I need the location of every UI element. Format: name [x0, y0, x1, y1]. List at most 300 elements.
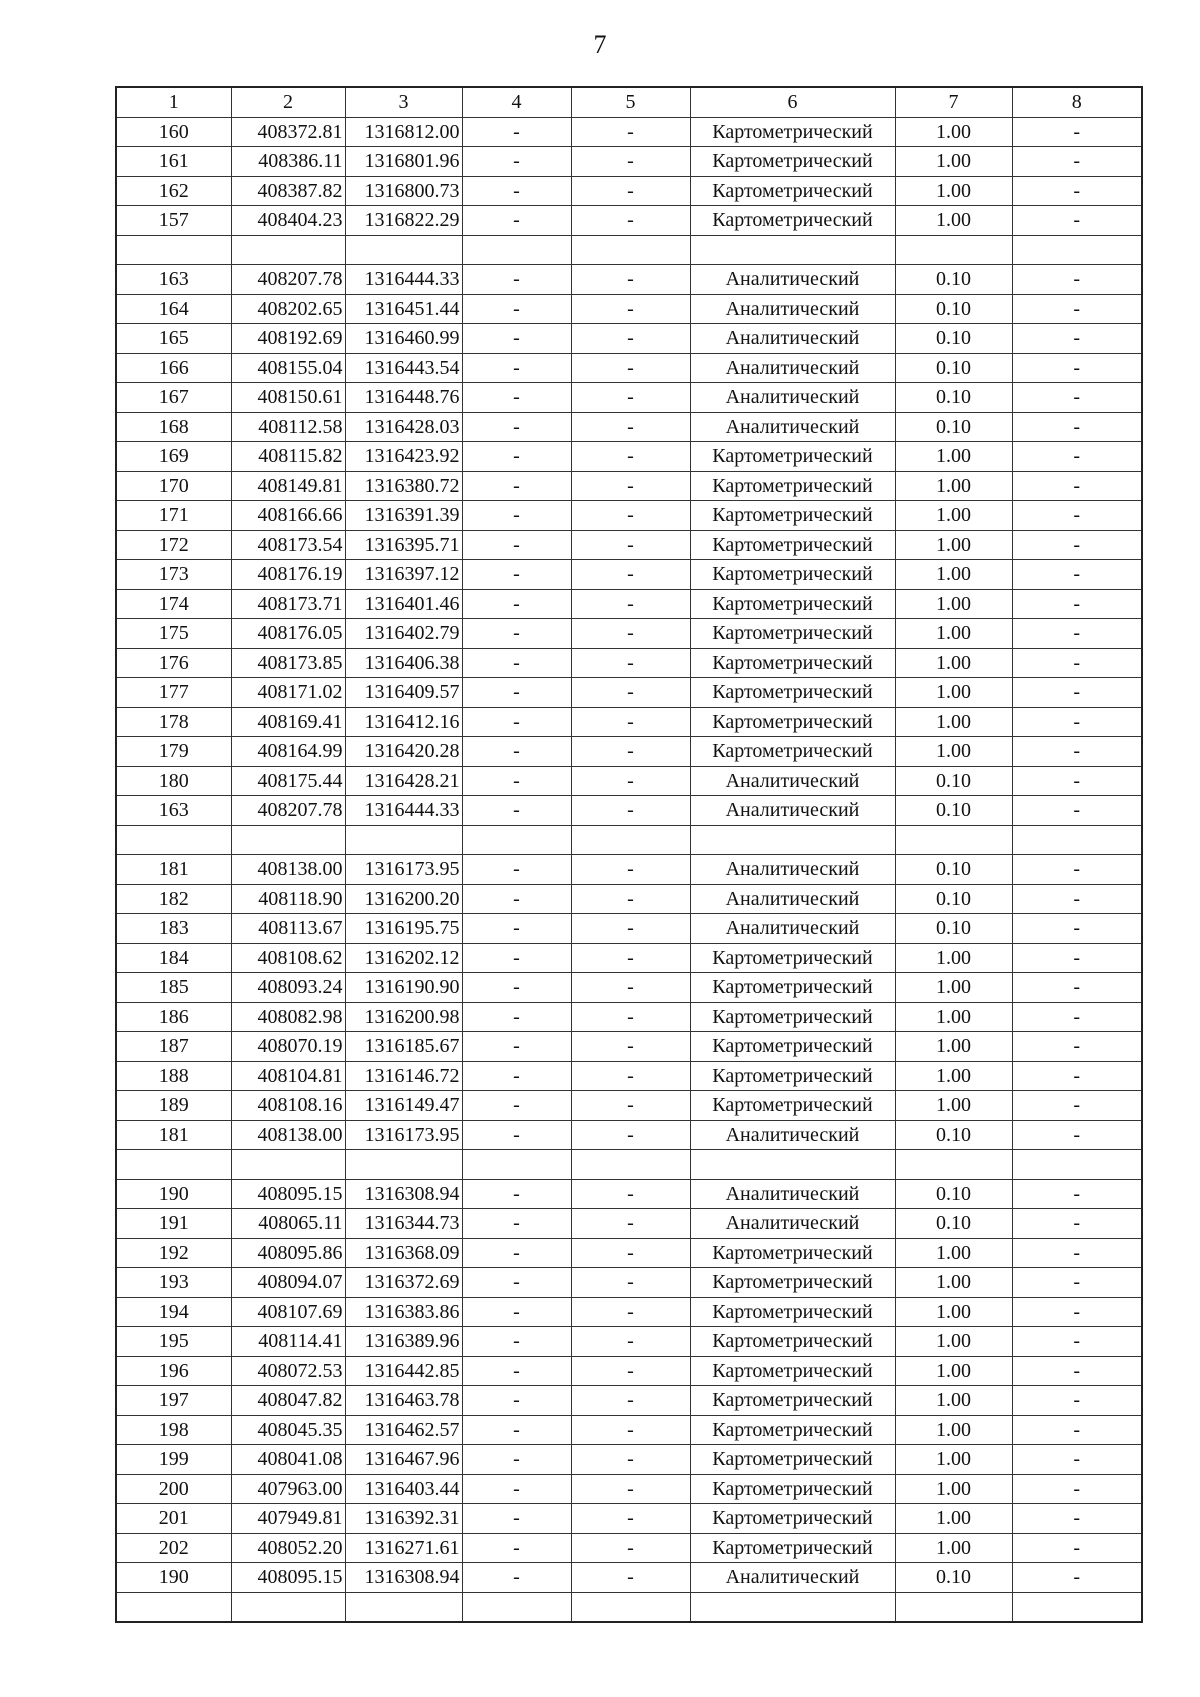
- point-number-cell: 171: [116, 501, 231, 531]
- y-coordinate-cell: 1316467.96: [345, 1445, 462, 1475]
- column-8-cell: -: [1012, 855, 1142, 885]
- table-row: [116, 1563, 1142, 1593]
- header-row: [116, 87, 1142, 117]
- method-cell: Аналитический: [690, 383, 895, 413]
- column-5-cell: -: [571, 1563, 690, 1593]
- column-5-cell: -: [571, 471, 690, 501]
- x-coordinate-cell: 408372.81: [231, 117, 345, 147]
- accuracy-cell: 1.00: [895, 737, 1012, 767]
- method-cell: Аналитический: [690, 1209, 895, 1239]
- point-number-cell: 190: [116, 1179, 231, 1209]
- x-coordinate-cell: [231, 1592, 345, 1622]
- column-4-cell: -: [462, 1327, 571, 1357]
- column-4-cell: -: [462, 1504, 571, 1534]
- column-8-cell: -: [1012, 1386, 1142, 1416]
- x-coordinate-cell: 408041.08: [231, 1445, 345, 1475]
- column-5-cell: -: [571, 560, 690, 590]
- column-5-cell: [571, 1592, 690, 1622]
- column-5-cell: -: [571, 1002, 690, 1032]
- column-5-cell: -: [571, 707, 690, 737]
- method-cell: [690, 235, 895, 265]
- column-8-cell: -: [1012, 1091, 1142, 1121]
- column-8-cell: -: [1012, 442, 1142, 472]
- method-cell: Картометрический: [690, 1091, 895, 1121]
- accuracy-cell: [895, 1592, 1012, 1622]
- y-coordinate-cell: 1316308.94: [345, 1179, 462, 1209]
- column-5-cell: -: [571, 884, 690, 914]
- method-cell: Аналитический: [690, 855, 895, 885]
- point-number-cell: 178: [116, 707, 231, 737]
- table-row: [116, 943, 1142, 973]
- column-4-cell: -: [462, 501, 571, 531]
- column-8-cell: -: [1012, 176, 1142, 206]
- y-coordinate-cell: 1316383.86: [345, 1297, 462, 1327]
- accuracy-cell: 1.00: [895, 648, 1012, 678]
- column-5-cell: -: [571, 1061, 690, 1091]
- y-coordinate-cell: 1316443.54: [345, 353, 462, 383]
- column-5-cell: -: [571, 1356, 690, 1386]
- point-number-cell: 201: [116, 1504, 231, 1534]
- y-coordinate-cell: 1316380.72: [345, 471, 462, 501]
- y-coordinate-cell: 1316812.00: [345, 117, 462, 147]
- table-row: [116, 884, 1142, 914]
- y-coordinate-cell: 1316368.09: [345, 1238, 462, 1268]
- column-5-cell: -: [571, 1533, 690, 1563]
- table-row: [116, 1356, 1142, 1386]
- column-4-cell: -: [462, 796, 571, 826]
- table-body: [116, 117, 1142, 1622]
- table-row: [116, 442, 1142, 472]
- accuracy-cell: 1.00: [895, 501, 1012, 531]
- x-coordinate-cell: 408192.69: [231, 324, 345, 354]
- y-coordinate-cell: 1316451.44: [345, 294, 462, 324]
- x-coordinate-cell: 408150.61: [231, 383, 345, 413]
- table-row: [116, 1386, 1142, 1416]
- column-8-cell: -: [1012, 1297, 1142, 1327]
- column-8-cell: -: [1012, 353, 1142, 383]
- table-row: [116, 796, 1142, 826]
- column-4-cell: -: [462, 265, 571, 295]
- y-coordinate-cell: 1316444.33: [345, 265, 462, 295]
- column-8-cell: -: [1012, 1268, 1142, 1298]
- table-row: [116, 1002, 1142, 1032]
- point-number-cell: 189: [116, 1091, 231, 1121]
- accuracy-cell: 1.00: [895, 1474, 1012, 1504]
- column-5-cell: -: [571, 589, 690, 619]
- column-8-cell: -: [1012, 619, 1142, 649]
- y-coordinate-cell: 1316401.46: [345, 589, 462, 619]
- x-coordinate-cell: 408108.16: [231, 1091, 345, 1121]
- column-header: 1: [116, 87, 231, 117]
- point-number-cell: 190: [116, 1563, 231, 1593]
- point-number-cell: 163: [116, 265, 231, 295]
- accuracy-cell: [895, 235, 1012, 265]
- column-4-cell: [462, 1150, 571, 1180]
- method-cell: Картометрический: [690, 1002, 895, 1032]
- method-cell: Картометрический: [690, 530, 895, 560]
- column-header: 5: [571, 87, 690, 117]
- point-number-cell: 197: [116, 1386, 231, 1416]
- column-5-cell: -: [571, 1386, 690, 1416]
- column-5-cell: -: [571, 1268, 690, 1298]
- method-cell: Картометрический: [690, 589, 895, 619]
- table-row: [116, 324, 1142, 354]
- accuracy-cell: 1.00: [895, 1327, 1012, 1357]
- y-coordinate-cell: [345, 235, 462, 265]
- table-row: [116, 206, 1142, 236]
- y-coordinate-cell: [345, 1150, 462, 1180]
- method-cell: Картометрический: [690, 1268, 895, 1298]
- table-row: [116, 1209, 1142, 1239]
- x-coordinate-cell: 408052.20: [231, 1533, 345, 1563]
- x-coordinate-cell: 408404.23: [231, 206, 345, 236]
- x-coordinate-cell: [231, 825, 345, 855]
- method-cell: Картометрический: [690, 471, 895, 501]
- column-4-cell: -: [462, 560, 571, 590]
- column-8-cell: -: [1012, 117, 1142, 147]
- accuracy-cell: 1.00: [895, 1061, 1012, 1091]
- y-coordinate-cell: 1316200.98: [345, 1002, 462, 1032]
- accuracy-cell: 0.10: [895, 766, 1012, 796]
- y-coordinate-cell: 1316195.75: [345, 914, 462, 944]
- accuracy-cell: 0.10: [895, 1563, 1012, 1593]
- accuracy-cell: 1.00: [895, 707, 1012, 737]
- x-coordinate-cell: 408104.81: [231, 1061, 345, 1091]
- column-4-cell: -: [462, 294, 571, 324]
- table-row: [116, 1415, 1142, 1445]
- column-8-cell: -: [1012, 1415, 1142, 1445]
- x-coordinate-cell: 408207.78: [231, 265, 345, 295]
- point-number-cell: 199: [116, 1445, 231, 1475]
- x-coordinate-cell: 408173.85: [231, 648, 345, 678]
- point-number-cell: [116, 1592, 231, 1622]
- y-coordinate-cell: 1316395.71: [345, 530, 462, 560]
- table-row: [116, 353, 1142, 383]
- coordinates-table: [115, 86, 1143, 1623]
- table-row: [116, 1150, 1142, 1180]
- y-coordinate-cell: 1316190.90: [345, 973, 462, 1003]
- y-coordinate-cell: 1316391.39: [345, 501, 462, 531]
- method-cell: Картометрический: [690, 1032, 895, 1062]
- column-header: 4: [462, 87, 571, 117]
- column-5-cell: -: [571, 914, 690, 944]
- table-row: [116, 1504, 1142, 1534]
- column-8-cell: -: [1012, 147, 1142, 177]
- accuracy-cell: 1.00: [895, 1032, 1012, 1062]
- y-coordinate-cell: 1316409.57: [345, 678, 462, 708]
- column-5-cell: -: [571, 1179, 690, 1209]
- column-5-cell: -: [571, 766, 690, 796]
- point-number-cell: [116, 1150, 231, 1180]
- column-8-cell: -: [1012, 1061, 1142, 1091]
- column-4-cell: -: [462, 1179, 571, 1209]
- column-8-cell: -: [1012, 884, 1142, 914]
- column-4-cell: -: [462, 707, 571, 737]
- method-cell: Аналитический: [690, 412, 895, 442]
- y-coordinate-cell: 1316420.28: [345, 737, 462, 767]
- accuracy-cell: 0.10: [895, 884, 1012, 914]
- point-number-cell: 167: [116, 383, 231, 413]
- y-coordinate-cell: 1316389.96: [345, 1327, 462, 1357]
- accuracy-cell: [895, 1150, 1012, 1180]
- y-coordinate-cell: 1316462.57: [345, 1415, 462, 1445]
- x-coordinate-cell: 408082.98: [231, 1002, 345, 1032]
- column-5-cell: -: [571, 206, 690, 236]
- method-cell: Аналитический: [690, 265, 895, 295]
- point-number-cell: 198: [116, 1415, 231, 1445]
- method-cell: Картометрический: [690, 648, 895, 678]
- point-number-cell: 183: [116, 914, 231, 944]
- column-5-cell: [571, 235, 690, 265]
- point-number-cell: 181: [116, 855, 231, 885]
- method-cell: Картометрический: [690, 1415, 895, 1445]
- point-number-cell: 157: [116, 206, 231, 236]
- y-coordinate-cell: 1316442.85: [345, 1356, 462, 1386]
- x-coordinate-cell: [231, 235, 345, 265]
- method-cell: Картометрический: [690, 117, 895, 147]
- y-coordinate-cell: 1316406.38: [345, 648, 462, 678]
- column-8-cell: -: [1012, 766, 1142, 796]
- accuracy-cell: 1.00: [895, 206, 1012, 236]
- point-number-cell: 160: [116, 117, 231, 147]
- y-coordinate-cell: 1316460.99: [345, 324, 462, 354]
- column-8-cell: -: [1012, 501, 1142, 531]
- table-row: [116, 176, 1142, 206]
- y-coordinate-cell: [345, 825, 462, 855]
- y-coordinate-cell: 1316423.92: [345, 442, 462, 472]
- column-8-cell: -: [1012, 1179, 1142, 1209]
- table-header: [116, 87, 1142, 117]
- table-row: [116, 117, 1142, 147]
- method-cell: Картометрический: [690, 1533, 895, 1563]
- x-coordinate-cell: 408173.71: [231, 589, 345, 619]
- column-8-cell: -: [1012, 1356, 1142, 1386]
- column-8-cell: -: [1012, 412, 1142, 442]
- column-4-cell: -: [462, 412, 571, 442]
- column-4-cell: -: [462, 766, 571, 796]
- column-4-cell: -: [462, 353, 571, 383]
- point-number-cell: 187: [116, 1032, 231, 1062]
- column-5-cell: -: [571, 1238, 690, 1268]
- y-coordinate-cell: 1316428.03: [345, 412, 462, 442]
- accuracy-cell: 1.00: [895, 1533, 1012, 1563]
- column-8-cell: -: [1012, 1209, 1142, 1239]
- table-row: [116, 1268, 1142, 1298]
- method-cell: Картометрический: [690, 973, 895, 1003]
- column-8-cell: -: [1012, 707, 1142, 737]
- table-row: [116, 1592, 1142, 1622]
- accuracy-cell: 1.00: [895, 1386, 1012, 1416]
- column-8-cell: -: [1012, 324, 1142, 354]
- table-row: [116, 1297, 1142, 1327]
- column-8-cell: -: [1012, 1120, 1142, 1150]
- table-row: [116, 383, 1142, 413]
- x-coordinate-cell: 408095.86: [231, 1238, 345, 1268]
- column-4-cell: -: [462, 1032, 571, 1062]
- column-8-cell: -: [1012, 737, 1142, 767]
- column-8-cell: [1012, 1592, 1142, 1622]
- y-coordinate-cell: 1316800.73: [345, 176, 462, 206]
- column-5-cell: -: [571, 796, 690, 826]
- table-row: [116, 914, 1142, 944]
- point-number-cell: 182: [116, 884, 231, 914]
- method-cell: Картометрический: [690, 1061, 895, 1091]
- table-row: [116, 737, 1142, 767]
- y-coordinate-cell: 1316428.21: [345, 766, 462, 796]
- x-coordinate-cell: 408207.78: [231, 796, 345, 826]
- x-coordinate-cell: 408164.99: [231, 737, 345, 767]
- x-coordinate-cell: 408175.44: [231, 766, 345, 796]
- method-cell: Картометрический: [690, 442, 895, 472]
- table-row: [116, 678, 1142, 708]
- column-4-cell: -: [462, 1533, 571, 1563]
- x-coordinate-cell: 408171.02: [231, 678, 345, 708]
- method-cell: Картометрический: [690, 1445, 895, 1475]
- table-row: [116, 294, 1142, 324]
- x-coordinate-cell: 408387.82: [231, 176, 345, 206]
- x-coordinate-cell: 408108.62: [231, 943, 345, 973]
- method-cell: Картометрический: [690, 1327, 895, 1357]
- accuracy-cell: 1.00: [895, 530, 1012, 560]
- point-number-cell: 191: [116, 1209, 231, 1239]
- y-coordinate-cell: 1316397.12: [345, 560, 462, 590]
- point-number-cell: 175: [116, 619, 231, 649]
- point-number-cell: 173: [116, 560, 231, 590]
- column-5-cell: -: [571, 265, 690, 295]
- column-4-cell: -: [462, 1445, 571, 1475]
- method-cell: [690, 1150, 895, 1180]
- accuracy-cell: 1.00: [895, 1297, 1012, 1327]
- column-4-cell: -: [462, 1474, 571, 1504]
- x-coordinate-cell: 408118.90: [231, 884, 345, 914]
- accuracy-cell: 0.10: [895, 1120, 1012, 1150]
- column-8-cell: -: [1012, 1238, 1142, 1268]
- method-cell: Аналитический: [690, 884, 895, 914]
- method-cell: [690, 1592, 895, 1622]
- column-4-cell: -: [462, 914, 571, 944]
- table-row: [116, 1238, 1142, 1268]
- column-5-cell: -: [571, 1120, 690, 1150]
- column-5-cell: -: [571, 973, 690, 1003]
- x-coordinate-cell: 408202.65: [231, 294, 345, 324]
- column-5-cell: -: [571, 1032, 690, 1062]
- column-8-cell: -: [1012, 1327, 1142, 1357]
- method-cell: Картометрический: [690, 147, 895, 177]
- column-8-cell: -: [1012, 294, 1142, 324]
- column-4-cell: [462, 825, 571, 855]
- y-coordinate-cell: 1316149.47: [345, 1091, 462, 1121]
- column-4-cell: -: [462, 324, 571, 354]
- table-row: [116, 766, 1142, 796]
- x-coordinate-cell: 408155.04: [231, 353, 345, 383]
- method-cell: Аналитический: [690, 1563, 895, 1593]
- column-8-cell: -: [1012, 678, 1142, 708]
- table-row: [116, 471, 1142, 501]
- method-cell: Аналитический: [690, 324, 895, 354]
- accuracy-cell: 1.00: [895, 1504, 1012, 1534]
- column-5-cell: [571, 1150, 690, 1180]
- point-number-cell: 165: [116, 324, 231, 354]
- method-cell: Картометрический: [690, 501, 895, 531]
- method-cell: Картометрический: [690, 943, 895, 973]
- table-row: [116, 530, 1142, 560]
- column-8-cell: -: [1012, 796, 1142, 826]
- accuracy-cell: 1.00: [895, 1415, 1012, 1445]
- accuracy-cell: 0.10: [895, 353, 1012, 383]
- accuracy-cell: 1.00: [895, 619, 1012, 649]
- point-number-cell: 166: [116, 353, 231, 383]
- accuracy-cell: 0.10: [895, 855, 1012, 885]
- accuracy-cell: [895, 825, 1012, 855]
- table-row: [116, 648, 1142, 678]
- column-8-cell: -: [1012, 471, 1142, 501]
- y-coordinate-cell: 1316344.73: [345, 1209, 462, 1239]
- column-8-cell: -: [1012, 1533, 1142, 1563]
- table-row: [116, 1445, 1142, 1475]
- column-header: 2: [231, 87, 345, 117]
- x-coordinate-cell: 408112.58: [231, 412, 345, 442]
- point-number-cell: [116, 235, 231, 265]
- column-8-cell: -: [1012, 914, 1142, 944]
- table-row: [116, 1474, 1142, 1504]
- y-coordinate-cell: 1316412.16: [345, 707, 462, 737]
- point-number-cell: [116, 825, 231, 855]
- column-4-cell: -: [462, 1002, 571, 1032]
- x-coordinate-cell: 408072.53: [231, 1356, 345, 1386]
- x-coordinate-cell: 408093.24: [231, 973, 345, 1003]
- point-number-cell: 179: [116, 737, 231, 767]
- column-5-cell: -: [571, 1415, 690, 1445]
- column-4-cell: -: [462, 943, 571, 973]
- column-5-cell: [571, 825, 690, 855]
- x-coordinate-cell: 408386.11: [231, 147, 345, 177]
- column-8-cell: -: [1012, 648, 1142, 678]
- column-5-cell: -: [571, 1091, 690, 1121]
- accuracy-cell: 1.00: [895, 442, 1012, 472]
- x-coordinate-cell: 408115.82: [231, 442, 345, 472]
- column-4-cell: -: [462, 1563, 571, 1593]
- y-coordinate-cell: 1316308.94: [345, 1563, 462, 1593]
- x-coordinate-cell: 408173.54: [231, 530, 345, 560]
- y-coordinate-cell: 1316185.67: [345, 1032, 462, 1062]
- accuracy-cell: 0.10: [895, 294, 1012, 324]
- column-5-cell: -: [571, 324, 690, 354]
- method-cell: Картометрический: [690, 678, 895, 708]
- table-row: [116, 560, 1142, 590]
- y-coordinate-cell: 1316173.95: [345, 855, 462, 885]
- column-8-cell: -: [1012, 206, 1142, 236]
- x-coordinate-cell: 408107.69: [231, 1297, 345, 1327]
- column-5-cell: -: [571, 383, 690, 413]
- accuracy-cell: 1.00: [895, 1268, 1012, 1298]
- column-4-cell: -: [462, 855, 571, 885]
- column-5-cell: -: [571, 678, 690, 708]
- column-8-cell: -: [1012, 943, 1142, 973]
- x-coordinate-cell: 407963.00: [231, 1474, 345, 1504]
- table-row: [116, 501, 1142, 531]
- point-number-cell: 188: [116, 1061, 231, 1091]
- column-4-cell: -: [462, 147, 571, 177]
- accuracy-cell: 0.10: [895, 324, 1012, 354]
- x-coordinate-cell: 408166.66: [231, 501, 345, 531]
- y-coordinate-cell: 1316173.95: [345, 1120, 462, 1150]
- method-cell: Картометрический: [690, 1297, 895, 1327]
- column-5-cell: -: [571, 412, 690, 442]
- method-cell: Картометрический: [690, 1356, 895, 1386]
- method-cell: Аналитический: [690, 914, 895, 944]
- column-5-cell: -: [571, 737, 690, 767]
- y-coordinate-cell: [345, 1592, 462, 1622]
